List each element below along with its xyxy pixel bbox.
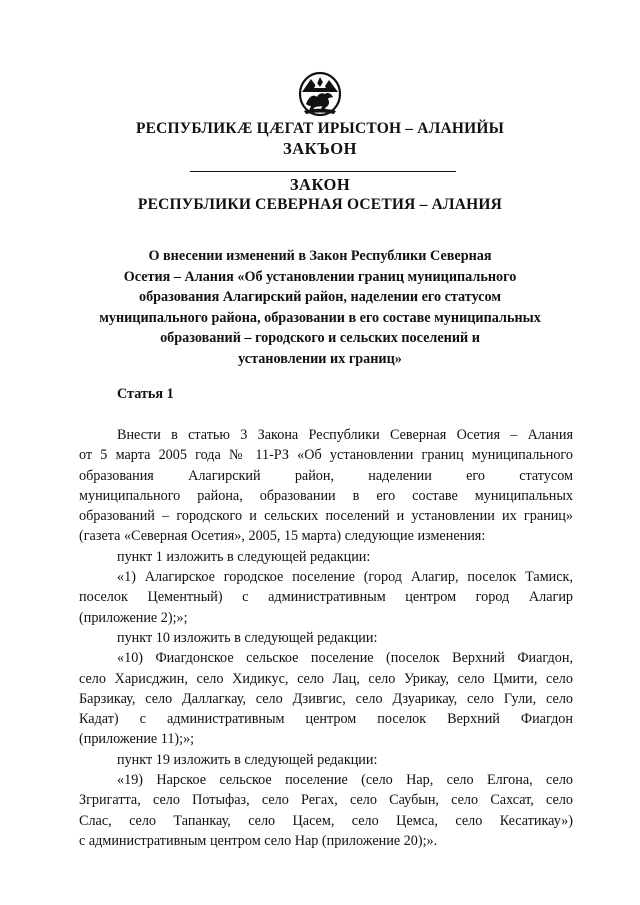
subject-line: образования Алагирский район, наделении его статусом (138, 289, 502, 306)
header-republic-ossetian: РЕСПУБЛИКÆ ЦÆГАТ ИРЫСТОН – АЛАНИЙЫ (135, 120, 505, 137)
body-line: село Харисджин, село Хидикус, село Лац, село Урикау, село Цмити, село (79, 670, 573, 687)
body-line: (приложение 11);»; (79, 731, 195, 748)
subject-line: О внесении изменений в Закон Республики Северная (148, 248, 492, 264)
body-line: Внести в статью 3 Закона Республики Северная Осетия – Алания (117, 427, 573, 443)
body-line: «19) Нарское сельское поселение (село Нар, село Елгона, село (117, 772, 573, 789)
subject-line: Осетия – Алания «Об установлении границ муниципального (123, 268, 517, 285)
body-line: (газета «Северная Осетия», 2005, 15 марта) следующие изменения: (79, 528, 486, 545)
body-line: пункт 1 изложить в следующей редакции: (117, 548, 371, 565)
article-body (79, 425, 573, 851)
body-line: Барзикау, село Даллагкау, село Дзивгис, село Дзуарикау, село Гули, село (79, 690, 573, 707)
subject-line: муниципального района, образовании в его составе муниципальных (99, 309, 541, 326)
body-line: от 5 марта 2005 года № 11-РЗ «Об установлении границ муниципального (79, 447, 573, 464)
header-law-ossetian: ЗАКЪОН (283, 139, 357, 158)
subject-line: установлении их границ» (238, 350, 402, 367)
body-line: с административным центром село Нар (приложение 20);». (79, 832, 438, 849)
body-line: образования Алагирский район, наделении его статусом (79, 467, 573, 484)
body-line: поселок Цементный) с административным центром город Алагир (79, 589, 573, 606)
body-line: «10) Фиагдонское сельское поселение (поселок Верхний Фиагдон, (117, 650, 573, 667)
body-line: пункт 19 изложить в следующей редакции: (117, 751, 378, 768)
body-line: Згригатта, село Потыфаз, село Регах, село Саубын, село Сахсат, село (79, 792, 573, 809)
body-line: (приложение 2);»; (79, 609, 188, 626)
subject-line: образований – городского и сельских поселений и (160, 330, 480, 347)
body-line: Слас, село Тапанкау, село Цасем, село Цемса, село Кесатикау») (79, 812, 573, 829)
coat-of-arms-icon (298, 70, 342, 116)
body-line: Кадат) с административным центром поселок Верхний Фиагдон (79, 711, 573, 728)
body-line: пункт 10 изложить в следующей редакции: (117, 629, 378, 646)
body-line: образований – городского и сельских поселений и установлении их границ» (79, 508, 573, 525)
header-divider (190, 171, 456, 172)
header-law-russian: ЗАКОН (289, 175, 351, 194)
header-republic-russian: РЕСПУБЛИКИ СЕВЕРНАЯ ОСЕТИЯ – АЛАНИЯ (137, 196, 503, 213)
article-heading: Статья 1 (117, 386, 174, 402)
body-line: «1) Алагирское городское поселение (город Алагир, поселок Тамиск, (117, 569, 573, 586)
body-line: муниципального района, образовании в его составе муниципальных (79, 487, 573, 504)
law-subject-title (78, 246, 562, 370)
